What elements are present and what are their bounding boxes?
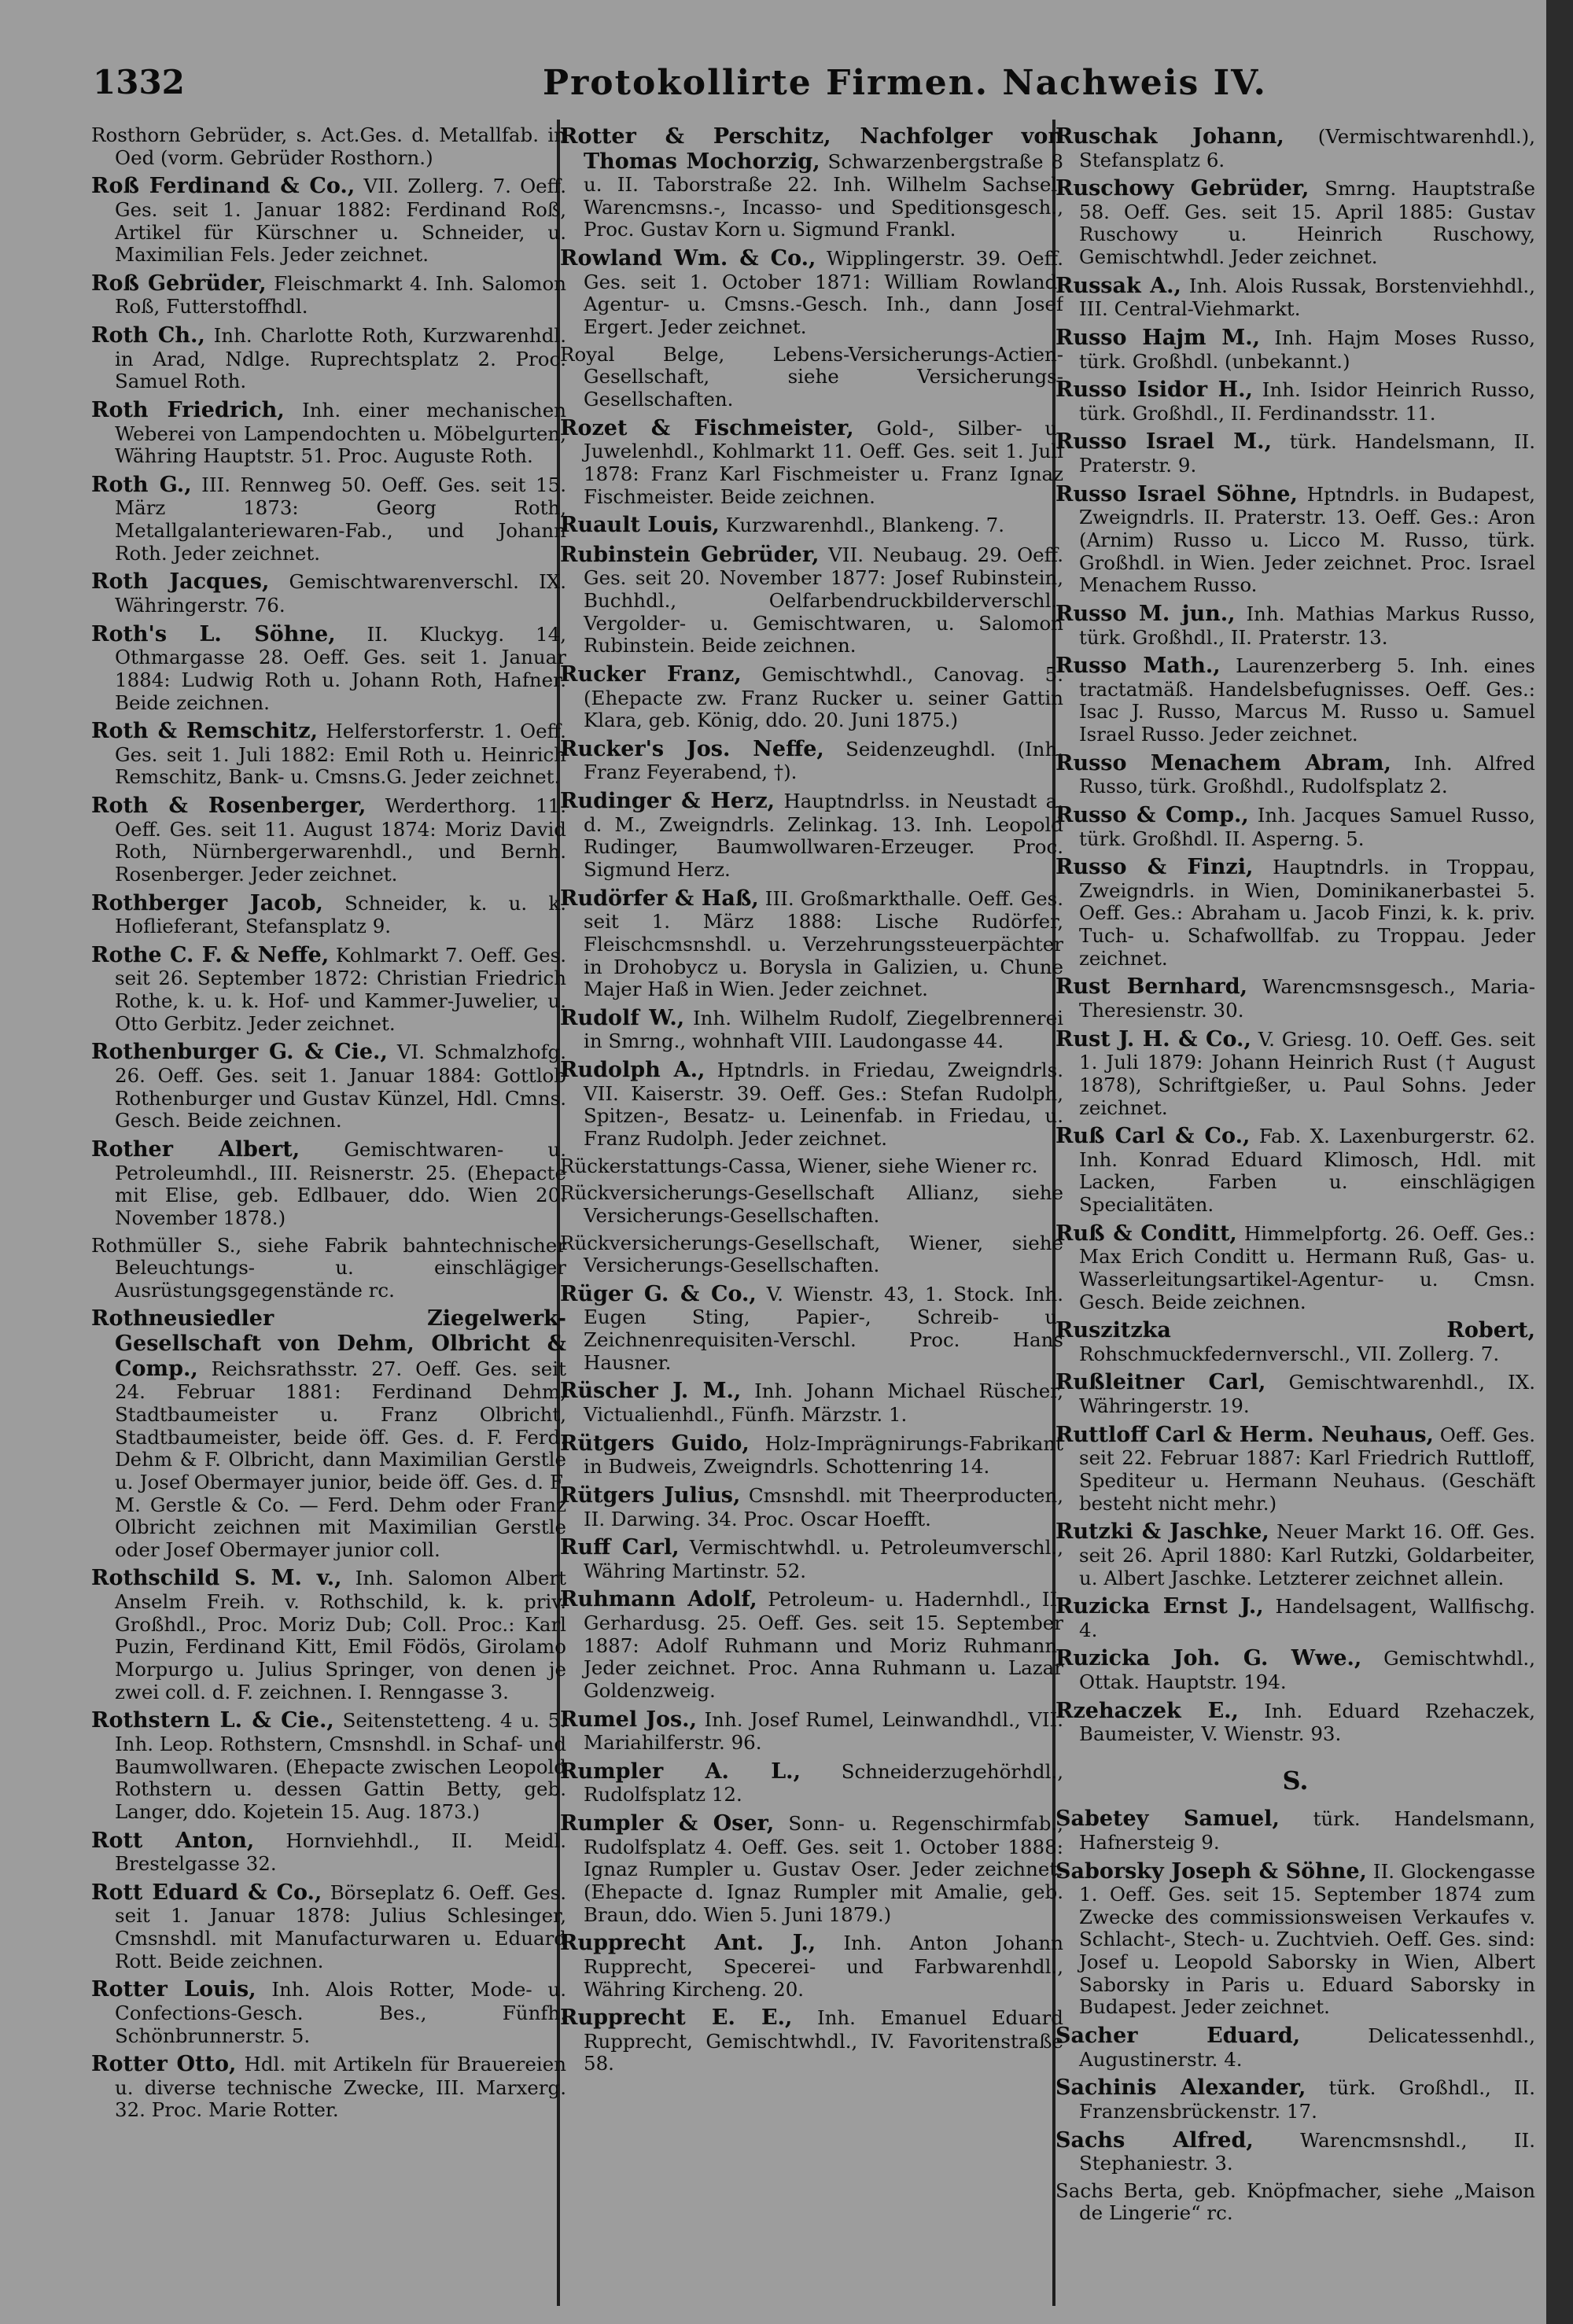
entry-text: türk. Handelsmann, II. Praterstr. 9. (1079, 430, 1535, 477)
firm-name: Rott Eduard & Co., (91, 1880, 322, 1905)
entry-text: Seitenstetteng. 4 u. 5. Inh. Leop. Rothstern, Cmsnshdl. in Schaf- und Baumwollwaren. (Ehepacte zwischen Leopold Rothstern u. dessen Gattin Betty, geb. Langer, ddo. Kojetein 15. Aug. 1873.) (115, 1709, 566, 1823)
directory-entry (91, 1566, 566, 1703)
entry-text: Inh. Isidor Heinrich Russo, türk. Großhdl., II. Ferdinandsstr. 11. (1079, 378, 1535, 425)
firm-name: Ruzicka Ernst J., (1055, 1594, 1264, 1619)
column-2 (560, 124, 1063, 2311)
directory-entry (1055, 1423, 1535, 1516)
running-title: Protokollirte Firmen. Nachweis IV. (543, 63, 1267, 103)
entry-text: Laurenzerberg 5. Inh. eines tractatmäß. Handelsbefugnisses. Oeff. Ges.: Isac J. Russo, Marcus M. Russo u. Samuel Israel Russo. Jeder zeichnet. (1079, 654, 1535, 746)
directory-entry (560, 513, 1063, 538)
firm-name: Rumpler A. L., (560, 1759, 801, 1784)
firm-name: Rozet & Fischmeister, (560, 415, 854, 440)
directory-entry (1055, 378, 1535, 425)
directory-entry (91, 323, 566, 393)
firm-name: Sachs Alfred, (1055, 2127, 1254, 2153)
entry-text: türk. Handelsmann, Hafnersteig 9. (1079, 1807, 1535, 1854)
entry-text: Inh. Salomon Albert Anselm Freih. v. Rothschild, k. k. priv. Großhdl., Proc. Moriz Dub; Coll. Proc.: Karl Puzin, Ferdinand Kitt, Emil Födös, Girolamo Morpurgo u. Julius Springer, von denen je zwei coll. d. F. zeichnen. I. Renngasse 3. (115, 1567, 566, 1703)
directory-entry (1055, 482, 1535, 597)
entry-text: Inh. Jacques Samuel Russo, türk. Großhdl. II. Asperng. 5. (1079, 803, 1535, 850)
directory-entry (560, 543, 1063, 657)
firm-name: Roß Ferdinand & Co., (91, 174, 355, 199)
directory-entry (560, 1282, 1063, 1375)
directory-entry (91, 271, 566, 319)
directory-entry (560, 1058, 1063, 1151)
entry-text: Hptndrls. in Friedau, Zweigndrls. VII. Kaiserstr. 39. Oeff. Ges.: Stefan Rudolph, Spitzen-, Besatz- u. Leinenfab. in Friedau, u. Franz Rudolph. Jeder zeichnet. (584, 1059, 1063, 1150)
entry-text: Petroleum- u. Hadernhdl., II. Gerhardusg. 25. Oeff. Ges. seit 15. September 1887: Adolf Ruhmann und Moriz Ruhmann. Jeder zeichnet. Proc. Anna Ruhmann u. Lazar Goldenzweig. (584, 1588, 1063, 1702)
firm-name: Ruault Louis, (560, 513, 720, 538)
firm-name: Rowland Wm. & Co., (560, 246, 816, 271)
entry-text: Seidenzeughdl. (Inh. Franz Feyerabend, †). (584, 737, 1063, 784)
firm-name: Rumel Jos., (560, 1707, 697, 1732)
entry-text: Werderthorg. 11. Oeff. Ges. seit 11. August 1874: Moriz David Roth, Nürnbergerwarenhdl., und Bernh. Rosenberger. Jeder zeichnet. (115, 794, 566, 886)
firm-name: Ruszitzka Robert, (1055, 1318, 1535, 1343)
directory-entry (560, 246, 1063, 339)
entry-text: Himmelpfortg. 26. Oeff. Ges.: Max Erich Conditt u. Hermann Ruß, Gas- u. Wasserleitungsartikel-Agentur- u. Cmsn. Gesch. Beide zeichnen. (1079, 1221, 1535, 1313)
entry-text: Rückerstattungs-Cassa, Wiener, siehe Wiener rc. (560, 1154, 1038, 1177)
firm-name: Sachinis Alexander, (1055, 2075, 1306, 2101)
firm-name: Roth G., (91, 472, 192, 497)
firm-name: Sabetey Samuel, (1055, 1807, 1280, 1832)
directory-entry (560, 344, 1063, 411)
firm-name: Russo M. jun., (1055, 601, 1236, 626)
entry-text: Gemischtwhdl., Ottak. Hauptstr. 194. (1079, 1647, 1535, 1693)
entry-text: (Vermischtwarenhdl.), Stefansplatz 6. (1079, 125, 1535, 171)
directory-entry (1055, 2128, 1535, 2175)
directory-entry (1055, 974, 1535, 1022)
directory-entry (91, 1880, 566, 1973)
entry-text: Cmsnshdl. mit Theerproducten, II. Darwing. 34. Proc. Oscar Hoefft. (584, 1483, 1063, 1530)
firm-name: Rother Albert, (91, 1136, 300, 1162)
entry-text: Reichsrathsstr. 27. Oeff. Ges. seit 24. Februar 1881: Ferdinand Dehm, Stadtbaumeister u. Franz Olbricht, Stadtbaumeister, beide öff. Ges. d. F. Ferd. Dehm & F. Olbricht, dann Maximilian Gerstle u. Josef Obermayer junior, beide öff. Ges. d. F. M. Gerstle & Co. — Ferd. Dehm oder Franz Olbricht zeichnen mit Maximilian Gerstle oder Josef Obermayer junior coll. (115, 1357, 566, 1561)
directory-entry (1055, 1318, 1535, 1365)
directory-entry (560, 124, 1063, 241)
firm-name: Rudolph A., (560, 1058, 705, 1083)
firm-name: Ruschowy Gebrüder, (1055, 176, 1310, 201)
entry-text: türk. Großhdl., II. Franzensbrückenstr. 17. (1079, 2076, 1535, 2123)
firm-name: Sacher Eduard, (1055, 2024, 1301, 2049)
entry-text: Gemischtwhdl., Canovag. 5. (Ehepacte zw. Franz Rucker u. seiner Gattin Klara, geb. König, ddo. 20. Juni 1875.) (584, 662, 1063, 732)
entry-text: Hauptndrls. in Troppau, Zweigndrls. in Wien, Dominikanerbastei 5. Oeff. Ges.: Abraham u. Jacob Finzi, k. k. priv. Tuch- u. Schafwollfab. zu Troppau. Jeder zeichnet. (1079, 856, 1535, 970)
firm-name: Ruhmann Adolf, (560, 1587, 757, 1612)
directory-entry (560, 1483, 1063, 1530)
entry-text: Gemischtwarenverschl. IX. Währingerstr. 76. (115, 570, 566, 617)
firm-name: Roth & Rosenberger, (91, 794, 367, 819)
firm-name: Russo Menachem Abram, (1055, 750, 1391, 775)
entry-text: Inh. Johann Michael Rüscher, Victualienhdl., Fünfh. Märzstr. 1. (584, 1379, 1063, 1427)
entry-text: Vermischtwhdl. u. Petroleumverschl., Währing Martinstr. 52. (584, 1536, 1063, 1582)
entry-text: Helferstorferstr. 1. Oeff. Ges. seit 1. Juli 1882: Emil Roth u. Heinrich Remschitz, Bank- u. Cmsns.G. Jeder zeichnet. (115, 720, 566, 789)
firm-name: Rußleitner Carl, (1055, 1370, 1266, 1395)
directory-entry (560, 1155, 1063, 1178)
section-letter: S. (1282, 1765, 1309, 1795)
entry-text: Rothmüller S., siehe Fabrik bahntechnischer Beleuchtungs- u. einschlägiger Ausrüstungsgegenstände rc. (91, 1233, 566, 1302)
directory-entry (560, 662, 1063, 732)
firm-name: Rupprecht Ant. J., (560, 1931, 816, 1956)
firm-name: Rubinstein Gebrüder, (560, 542, 820, 567)
entry-text: Gold-, Silber- u. Juwelenhdl., Kohlmarkt 11. Oeff. Ges. seit 1. Juli 1878: Franz Karl Fischmeister u. Franz Ignaz Fischmeister. Beide zeichnen. (584, 416, 1063, 508)
directory-entry (91, 1235, 566, 1302)
entry-text: Warencmsnshdl., II. Stephaniestr. 3. (1079, 2128, 1535, 2175)
firm-name: Rütgers Guido, (560, 1431, 750, 1456)
directory-entry (91, 622, 566, 715)
entry-text: Inh. Wilhelm Rudolf, Ziegelbrennerei in Smrng., wohnhaft VIII. Laudongasse 44. (584, 1006, 1063, 1053)
directory-entry (1055, 1594, 1535, 1641)
directory-entry (91, 473, 566, 565)
directory-entry (560, 1006, 1063, 1053)
firm-name: Rothberger Jacob, (91, 890, 323, 915)
firm-name: Russo Israel M., (1055, 429, 1272, 455)
directory-entry (1055, 176, 1535, 269)
firm-name: Ruff Carl, (560, 1535, 680, 1560)
entry-text: Smrng. Hauptstraße 58. Oeff. Ges. seit 15. April 1885: Gustav Ruschowy u. Heinrich Ruschowy, Gemischtwhdl. Jeder zeichnet. (1079, 177, 1535, 269)
entry-text: Rohschmuckfedernverschl., VII. Zollerg. 7. (1079, 1342, 1500, 1365)
directory-entry (1055, 1519, 1535, 1589)
entry-text: V. Griesg. 10. Oeff. Ges. seit 1. Juli 1879: Johann Heinrich Rust († August 1878), Schriftgießer, u. Paul Sohns. Jeder zeichnet. (1079, 1027, 1535, 1119)
directory-entry (1055, 2024, 1535, 2071)
entry-text: Sonn- u. Regenschirmfab., Rudolfsplatz 4. Oeff. Ges. seit 1. October 1888: Ignaz Rumpler u. Gustav Oser. Jeder zeichnet. (Ehepacte d. Ignaz Rumpler mit Amalie, geb. Braun, ddo. Wien 5. Juni 1879.) (584, 1812, 1063, 1926)
directory-entry (1055, 1027, 1535, 1120)
entry-text: Inh. Anton Johann Rupprecht, Specerei- und Farbwarenhdl., Währing Kircheng. 20. (584, 1932, 1063, 2001)
directory-entry (560, 2005, 1063, 2075)
entry-text: Wipplingerstr. 39. Oeff. Ges. seit 1. October 1871: William Rowland, Agentur- u. Cmsns.-Gesch. Inh., dann Josef Ergert. Jeder zeichnet. (584, 247, 1063, 339)
firm-name: Rothe C. F. & Neffe, (91, 942, 330, 967)
entry-text: Hornviehhdl., II. Meidl. Brestelgasse 32. (115, 1829, 566, 1876)
directory-entry (560, 1811, 1063, 1926)
firm-name: Saborsky Joseph & Söhne, (1055, 1858, 1367, 1884)
firm-name: Rüscher J. M., (560, 1379, 742, 1404)
firm-name: Rott Anton, (91, 1828, 255, 1853)
directory-entry (1055, 1859, 1535, 2020)
firm-name: Russo & Comp., (1055, 802, 1249, 827)
directory-entry (91, 2052, 566, 2122)
column-3 (1055, 124, 1535, 2311)
firm-name: Rucker Franz, (560, 661, 742, 687)
directory-entry (91, 1977, 566, 2047)
directory-entry (560, 1431, 1063, 1479)
entry-text: Schwarzenbergstraße 8 u. II. Taborstraße 22. Inh. Wilhelm Sachsel, Warencmsns.-, Incasso- und Speditionsgesch., Proc. Gustav Korn u. Sigmund Frankl. (584, 149, 1063, 241)
firm-name: Rust Bernhard, (1055, 974, 1248, 1000)
directory-entry (1055, 1221, 1535, 1314)
entry-text: Inh. Hajm Moses Russo, türk. Großhdl. (unbekannt.) (1079, 326, 1535, 373)
entry-text: II. Kluckyg. 14, Othmargasse 28. Oeff. Ges. seit 1. Januar 1884: Ludwig Roth u. Johann Roth, Hafner. Beide zeichnen. (115, 622, 566, 714)
directory-entry (91, 124, 566, 169)
firm-name: Ruß & Conditt, (1055, 1221, 1237, 1246)
firm-name: Russo & Finzi, (1055, 855, 1254, 880)
entry-text: Warencmsnsgesch., Maria-Theresienstr. 30. (1079, 975, 1535, 1022)
directory-entry (91, 1306, 566, 1561)
directory-entry (560, 737, 1063, 784)
firm-name: Rudinger & Herz, (560, 789, 775, 814)
directory-entry (91, 174, 566, 267)
firm-name: Rothschild S. M. v., (91, 1566, 342, 1591)
directory-entry (560, 1232, 1063, 1277)
entry-text: Inh. Mathias Markus Russo, türk. Großhdl., II. Praterstr. 13. (1079, 602, 1535, 649)
directory-entry (1055, 274, 1535, 321)
directory-entry (1055, 654, 1535, 746)
entry-text: V. Wienstr. 43, 1. Stock. Inh. Eugen Sting, Papier-, Schreib- u. Zeichnenrequisiten-Verschl. Proc. Hans Hausner. (584, 1282, 1063, 1374)
firm-name: Roth Friedrich, (91, 397, 285, 422)
entry-text: Delicatessenhdl., Augustinerstr. 4. (1079, 2024, 1535, 2071)
directory-entry (1055, 2180, 1535, 2225)
entry-text: Fleischmarkt 4. Inh. Salomon Roß, Futterstoffhdl. (115, 271, 566, 319)
firm-name: Rotter Louis, (91, 1977, 256, 2002)
entry-text: Oeff. Ges. seit 22. Februar 1887: Karl Friedrich Ruttloff, Spediteur u. Hermann Neuhaus. (Geschäft besteht nicht mehr.) (1079, 1423, 1535, 1515)
entry-text: Inh. Josef Rumel, Leinwandhdl., VII. Mariahilferstr. 96. (584, 1707, 1063, 1755)
entry-text: Royal Belge, Lebens-Versicherungs-Actien-Gesellschaft, siehe Versicherungs-Gesellschaften. (560, 342, 1063, 411)
directory-entry (1055, 326, 1535, 373)
firm-name: Roß Gebrüder, (91, 271, 267, 296)
entry-text: III. Rennweg 50. Oeff. Ges. seit 15. März 1873: Georg Roth, Metallgalanteriewaren-Fab., und Johann Roth. Jeder zeichnet. (115, 473, 566, 565)
firm-name: Ruschak Johann, (1055, 124, 1284, 149)
directory-entry (560, 1931, 1063, 2001)
directory-entry (560, 1535, 1063, 1582)
entry-text: Rückversicherungs-Gesellschaft Allianz, siehe Versicherungs-Gesellschaften. (560, 1181, 1063, 1227)
entry-text: Handelsagent, Wallfischg. 4. (1079, 1595, 1535, 1641)
entry-text: Kohlmarkt 7. Oeff. Ges. seit 26. September 1872: Christian Friedrich Rothe, k. u. k. Hof- und Kammer-Juwelier, u. Otto Gerbitz. Jeder zeichnet. (115, 943, 566, 1035)
firm-name: Rotter & Perschitz, Nachfolger von Thomas Mochorzig, (560, 124, 1063, 174)
firm-name: Rudolf W., (560, 1005, 685, 1030)
entry-text: Inh. Emanuel Eduard Rupprecht, Gemischtwhdl., IV. Favoritenstraße 58. (584, 2006, 1063, 2075)
directory-entry (1055, 1370, 1535, 1417)
directory-entry (1055, 751, 1535, 798)
directory-entry (1055, 1699, 1535, 1746)
entry-text: Hauptndrlss. in Neustadt a. d. M., Zweigndrls. Zelinkag. 13. Inh. Leopold Rudinger, Baumwollwaren-Erzeuger. Proc. Sigmund Herz. (584, 790, 1063, 881)
directory-entry (560, 1182, 1063, 1227)
firm-name: Rucker's Jos. Neffe, (560, 736, 824, 761)
entry-text: Hdl. mit Artikeln für Brauereien u. diverse technische Zwecke, III. Marxerg. 32. Proc. Marie Rotter. (115, 2053, 566, 2122)
firm-name: Russak A., (1055, 273, 1181, 298)
entry-text: Inh. Alois Russak, Borstenviehhdl., III. Central-Viehmarkt. (1079, 274, 1535, 321)
directory-entry (560, 1379, 1063, 1426)
entry-text: Schneider, k. u. k. Hoflieferant, Stefansplatz 9. (115, 891, 566, 938)
firm-name: Rumpler & Oser, (560, 1811, 775, 1836)
directory-entry (91, 1040, 566, 1133)
entry-text: Inh. Charlotte Roth, Kurzwarenhdl. in Arad, Ndlge. Ruprechtsplatz 2. Proc. Samuel Roth. (115, 324, 566, 393)
directory-entry (560, 1707, 1063, 1755)
firm-name: Rothstern L. & Cie., (91, 1708, 334, 1733)
entry-text: VII. Neubaug. 29. Oeff. Ges. seit 20. November 1877: Josef Rubinstein, Buchhdl., Oelfarbendruckbilderverschl., Vergolder- u. Gemischtwaren, u. Salomon Rubinstein. Beide zeichnen. (584, 543, 1063, 657)
firm-name: Rothenburger G. & Cie., (91, 1040, 388, 1065)
firm-name: Russo Isidor H., (1055, 378, 1253, 403)
firm-name: Roth Jacques, (91, 569, 270, 595)
directory-entry (560, 1759, 1063, 1807)
directory-entry (1055, 803, 1535, 850)
entry-text: Holz-Imprägnirungs-Fabrikant in Budweis, Zweigndrls. Schottenring 14. (584, 1431, 1063, 1479)
directory-entry (91, 1708, 566, 1823)
directory-entry (560, 1587, 1063, 1702)
firm-name: Russo Hajm M., (1055, 326, 1261, 351)
entry-text: Rückversicherungs-Gesellschaft, Wiener, siehe Versicherungs-Gesellschaften. (560, 1231, 1063, 1277)
entry-text: Schneiderzugehörhdl., Rudolfsplatz 12. (584, 1759, 1063, 1807)
entry-text: Fab. X. Laxenburgerstr. 62. Inh. Konrad Eduard Klimosch, Hdl. mit Lacken, Farben u. einschlägigen Specialitäten. (1079, 1125, 1535, 1217)
firm-name: Ruß Carl & Co., (1055, 1124, 1251, 1149)
directory-entry (1055, 1124, 1535, 1217)
page-header (87, 58, 1549, 113)
directory-entry (1055, 1807, 1535, 1854)
entry-text: Inh. Alois Rotter, Mode- u. Confections-Gesch. Bes., Fünfh. Schönbrunnerstr. 5. (115, 1978, 566, 2047)
firm-name: Rothneusiedler Ziegelwerk-Gesellschaft von Dehm, Olbricht & Comp., (91, 1306, 566, 1381)
directory-entry (91, 1829, 566, 1876)
entry-text: Gemischtwaren- u. Petroleumhdl., III. Reisnerstr. 25. (Ehepacte mit Elise, geb. Edlbauer, ddo. Wien 20. November 1878.) (115, 1137, 566, 1229)
firm-name: Ruzicka Joh. G. Wwe., (1055, 1646, 1362, 1671)
directory-entry (1055, 855, 1535, 970)
firm-name: Roth's L. Söhne, (91, 621, 336, 646)
page-edge (1546, 0, 1573, 2324)
entry-text: Börseplatz 6. Oeff. Ges. seit 1. Januar 1878: Julius Schlesinger, Cmsnshdl. mit Manufacturwaren u. Eduard Rott. Beide zeichnen. (115, 1880, 566, 1972)
entry-text: II. Glockengasse 1. Oeff. Ges. seit 15. September 1874 zum Zwecke des commissionsweisen Verkaufes v. Schlacht-, Stech- u. Zuchtvieh. Oeff. Ges. sind: Josef u. Leopold Saborsky in Wien, Albert Saborsky in Paris u. Eduard Saborsky in Budapest. Jeder zeichnet. (1079, 1859, 1535, 2019)
entry-text: Gemischtwarenhdl., IX. Währingerstr. 19. (1079, 1371, 1535, 1418)
directory-entry (91, 794, 566, 886)
entry-text: Neuer Markt 16. Off. Ges. seit 26. April 1880: Karl Rutzki, Goldarbeiter, u. Albert Jaschke. Letzterer zeichnet allein. (1079, 1520, 1535, 1589)
entry-text: III. Großmarkthalle. Oeff. Ges. seit 1. März 1888: Lische Rudörfer, Fleischcmsnshdl. u. Verzehrungssteuerpächter in Drohobycz u. Borysla in Galizien, u. Chune Majer Haß in Wien. Jeder zeichnet. (584, 886, 1063, 1001)
entry-text: Kurzwarenhdl., Blankeng. 7. (725, 514, 1004, 537)
directory-entry (560, 886, 1063, 1001)
entry-text: VII. Zollerg. 7. Oeff. Ges. seit 1. Januar 1882: Ferdinand Roß, Artikel für Kürschner u. Schneider, u. Maximilian Fels. Jeder zeichnet. (115, 175, 566, 267)
firm-name: Rust J. H. & Co., (1055, 1026, 1251, 1052)
firm-name: Russo Math., (1055, 654, 1221, 679)
directory-entry (91, 569, 566, 617)
firm-name: Rutzki & Jaschke, (1055, 1519, 1269, 1545)
firm-name: Rzehaczek E., (1055, 1698, 1239, 1723)
firm-name: Rüger G. & Co., (560, 1281, 757, 1306)
directory-entry (1055, 429, 1535, 477)
directory-entry (91, 719, 566, 789)
entry-text: Rosthorn Gebrüder, s. Act.Ges. d. Metallfab. in Oed (vorm. Gebrüder Rosthorn.) (91, 124, 566, 169)
entry-text: Inh. Alfred Russo, türk. Großhdl., Rudolfsplatz 2. (1079, 751, 1535, 798)
firm-name: Rütgers Julius, (560, 1482, 741, 1508)
directory-entry (1055, 602, 1535, 649)
directory-entry (91, 891, 566, 938)
directory-entry (1055, 1646, 1535, 1693)
firm-name: Roth Ch., (91, 323, 205, 348)
firm-name: Rotter Otto, (91, 2052, 237, 2077)
entry-text: Inh. einer mechanischen Weberei von Lampendochten u. Möbelgurten, Währing Hauptstr. 51. Proc. Auguste Roth. (115, 398, 566, 468)
directory-entry (91, 943, 566, 1036)
column-1 (91, 124, 566, 2311)
firm-name: Rupprecht E. E., (560, 2005, 793, 2031)
firm-name: Rudörfer & Haß, (560, 886, 759, 911)
entry-text: Sachs Berta, geb. Knöpfmacher, siehe „Maison de Lingerie“ rc. (1055, 2179, 1535, 2225)
directory-entry (91, 398, 566, 468)
directory-entry (91, 1137, 566, 1230)
entry-text: VI. Schmalzhofg. 26. Oeff. Ges. seit 1. Januar 1884: Gottlob Rothenburger und Gustav Künzel, Hdl. Cmns. Gesch. Beide zeichnen. (115, 1040, 566, 1133)
directory-entry (560, 416, 1063, 509)
firm-name: Ruttloff Carl & Herm. Neuhaus, (1055, 1422, 1434, 1447)
firm-name: Roth & Remschitz, (91, 719, 318, 744)
firm-name: Russo Israel Söhne, (1055, 481, 1298, 506)
directory-entry (560, 789, 1063, 882)
entry-text: Hptndrls. in Budapest, Zweigndrls. II. Praterstr. 13. Oeff. Ges.: Aron (Arnim) Russo u. Licco M. Russo, türk. Großhdl. in Wien. Jeder zeichnet. Proc. Israel Menachem Russo. (1079, 482, 1535, 597)
directory-entry (1055, 2075, 1535, 2123)
entry-text: Inh. Eduard Rzehaczek, Baumeister, V. Wienstr. 93. (1079, 1699, 1535, 1746)
directory-entry (1055, 124, 1535, 171)
page-number: 1332 (93, 63, 185, 101)
